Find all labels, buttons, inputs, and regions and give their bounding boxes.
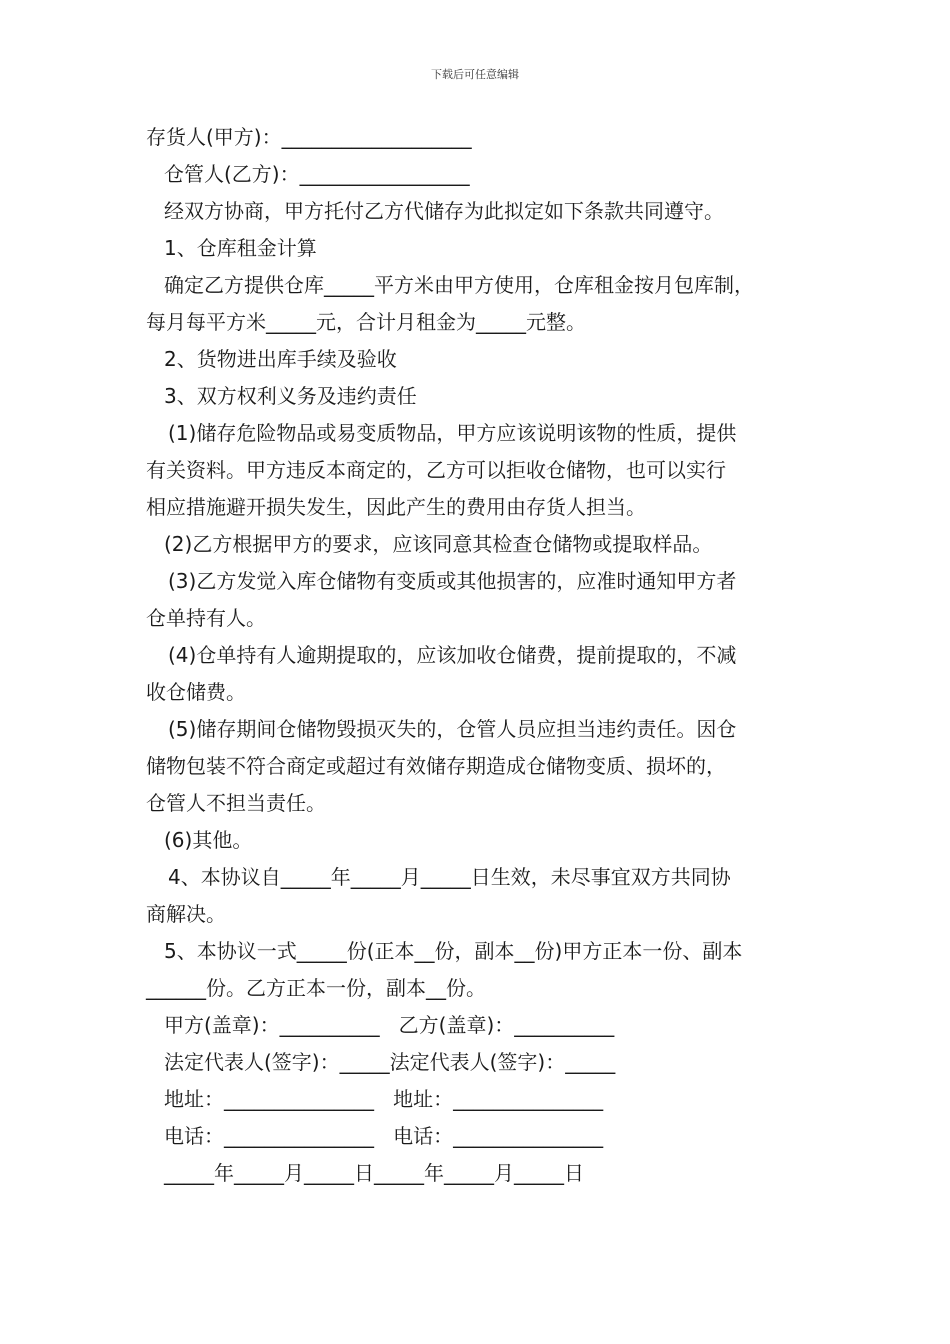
clause-3-line: 仓单持有人。 — [146, 606, 266, 630]
page-header: 下载后可任意编辑 — [431, 68, 519, 81]
clause-4-line: 收仓储费。 — [146, 680, 246, 704]
section-2-heading: 2、货物进出库手续及验收 — [164, 347, 397, 371]
section-4-line: 商解决。 — [146, 902, 226, 926]
paragraph-line: 每月每平方米_____元，合计月租金为_____元整。 — [146, 310, 586, 334]
paragraph-line: 确定乙方提供仓库_____平方米由甲方使用，仓库租金按月包库制， — [164, 273, 754, 297]
section-5-line: 5、本协议一式_____份(正本__份，副本__份)甲方正本一份、副本 — [164, 939, 743, 963]
clause-5-line: 储物包装不符合商定或超过有效储存期造成仓储物变质、损坏的， — [146, 754, 726, 778]
section-3-heading: 3、双方权利义务及违约责任 — [164, 384, 417, 408]
section-1-heading: 1、仓库租金计算 — [164, 236, 317, 260]
clause-4-line: (4)仓单持有人逾期提取的，应该加收仓储费，提前提取的，不减 — [168, 643, 737, 667]
seal-line: 甲方(盖章)：__________ 乙方(盖章)：__________ — [164, 1013, 615, 1037]
clause-6-line: (6)其他。 — [164, 828, 253, 852]
clause-1-line: 相应措施避开损失发生，因此产生的费用由存货人担当。 — [146, 495, 646, 519]
clause-2-line: (2)乙方根据甲方的要求，应该同意其检查仓储物或提取样品。 — [164, 532, 713, 556]
depositor-line: 存货人(甲方)：___________________ — [146, 125, 472, 149]
clause-3-line: (3)乙方发觉入库仓储物有变质或其他损害的，应准时通知甲方者 — [168, 569, 737, 593]
address-line: 地址：_______________ 地址：_______________ — [164, 1087, 604, 1111]
warehouse-keeper-line: 仓管人(乙方)：_________________ — [164, 162, 470, 186]
legal-representative-line: 法定代表人(签字)：_____法定代表人(签字)：_____ — [164, 1050, 616, 1074]
clause-5-line: (5)储存期间仓储物毁损灭失的，仓管人员应担当违约责任。因仓 — [168, 717, 737, 741]
date-line: _____年_____月_____日_____年_____月_____日 — [164, 1161, 584, 1185]
contract-body — [146, 119, 818, 1192]
preamble: 经双方协商，甲方托付乙方代储存为此拟定如下条款共同遵守。 — [164, 199, 724, 223]
phone-line: 电话：_______________ 电话：_______________ — [164, 1124, 604, 1148]
section-4-line: 4、本协议自_____年_____月_____日生效，未尽事宜双方共同协 — [168, 865, 731, 889]
section-5-line: ______份。乙方正本一份，副本__份。 — [146, 976, 486, 1000]
clause-5-line: 仓管人不担当责任。 — [146, 791, 326, 815]
clause-1-line: (1)储存危险物品或易变质物品，甲方应该说明该物的性质，提供 — [168, 421, 737, 445]
clause-1-line: 有关资料。甲方违反本商定的，乙方可以拒收仓储物，也可以实行 — [146, 458, 726, 482]
